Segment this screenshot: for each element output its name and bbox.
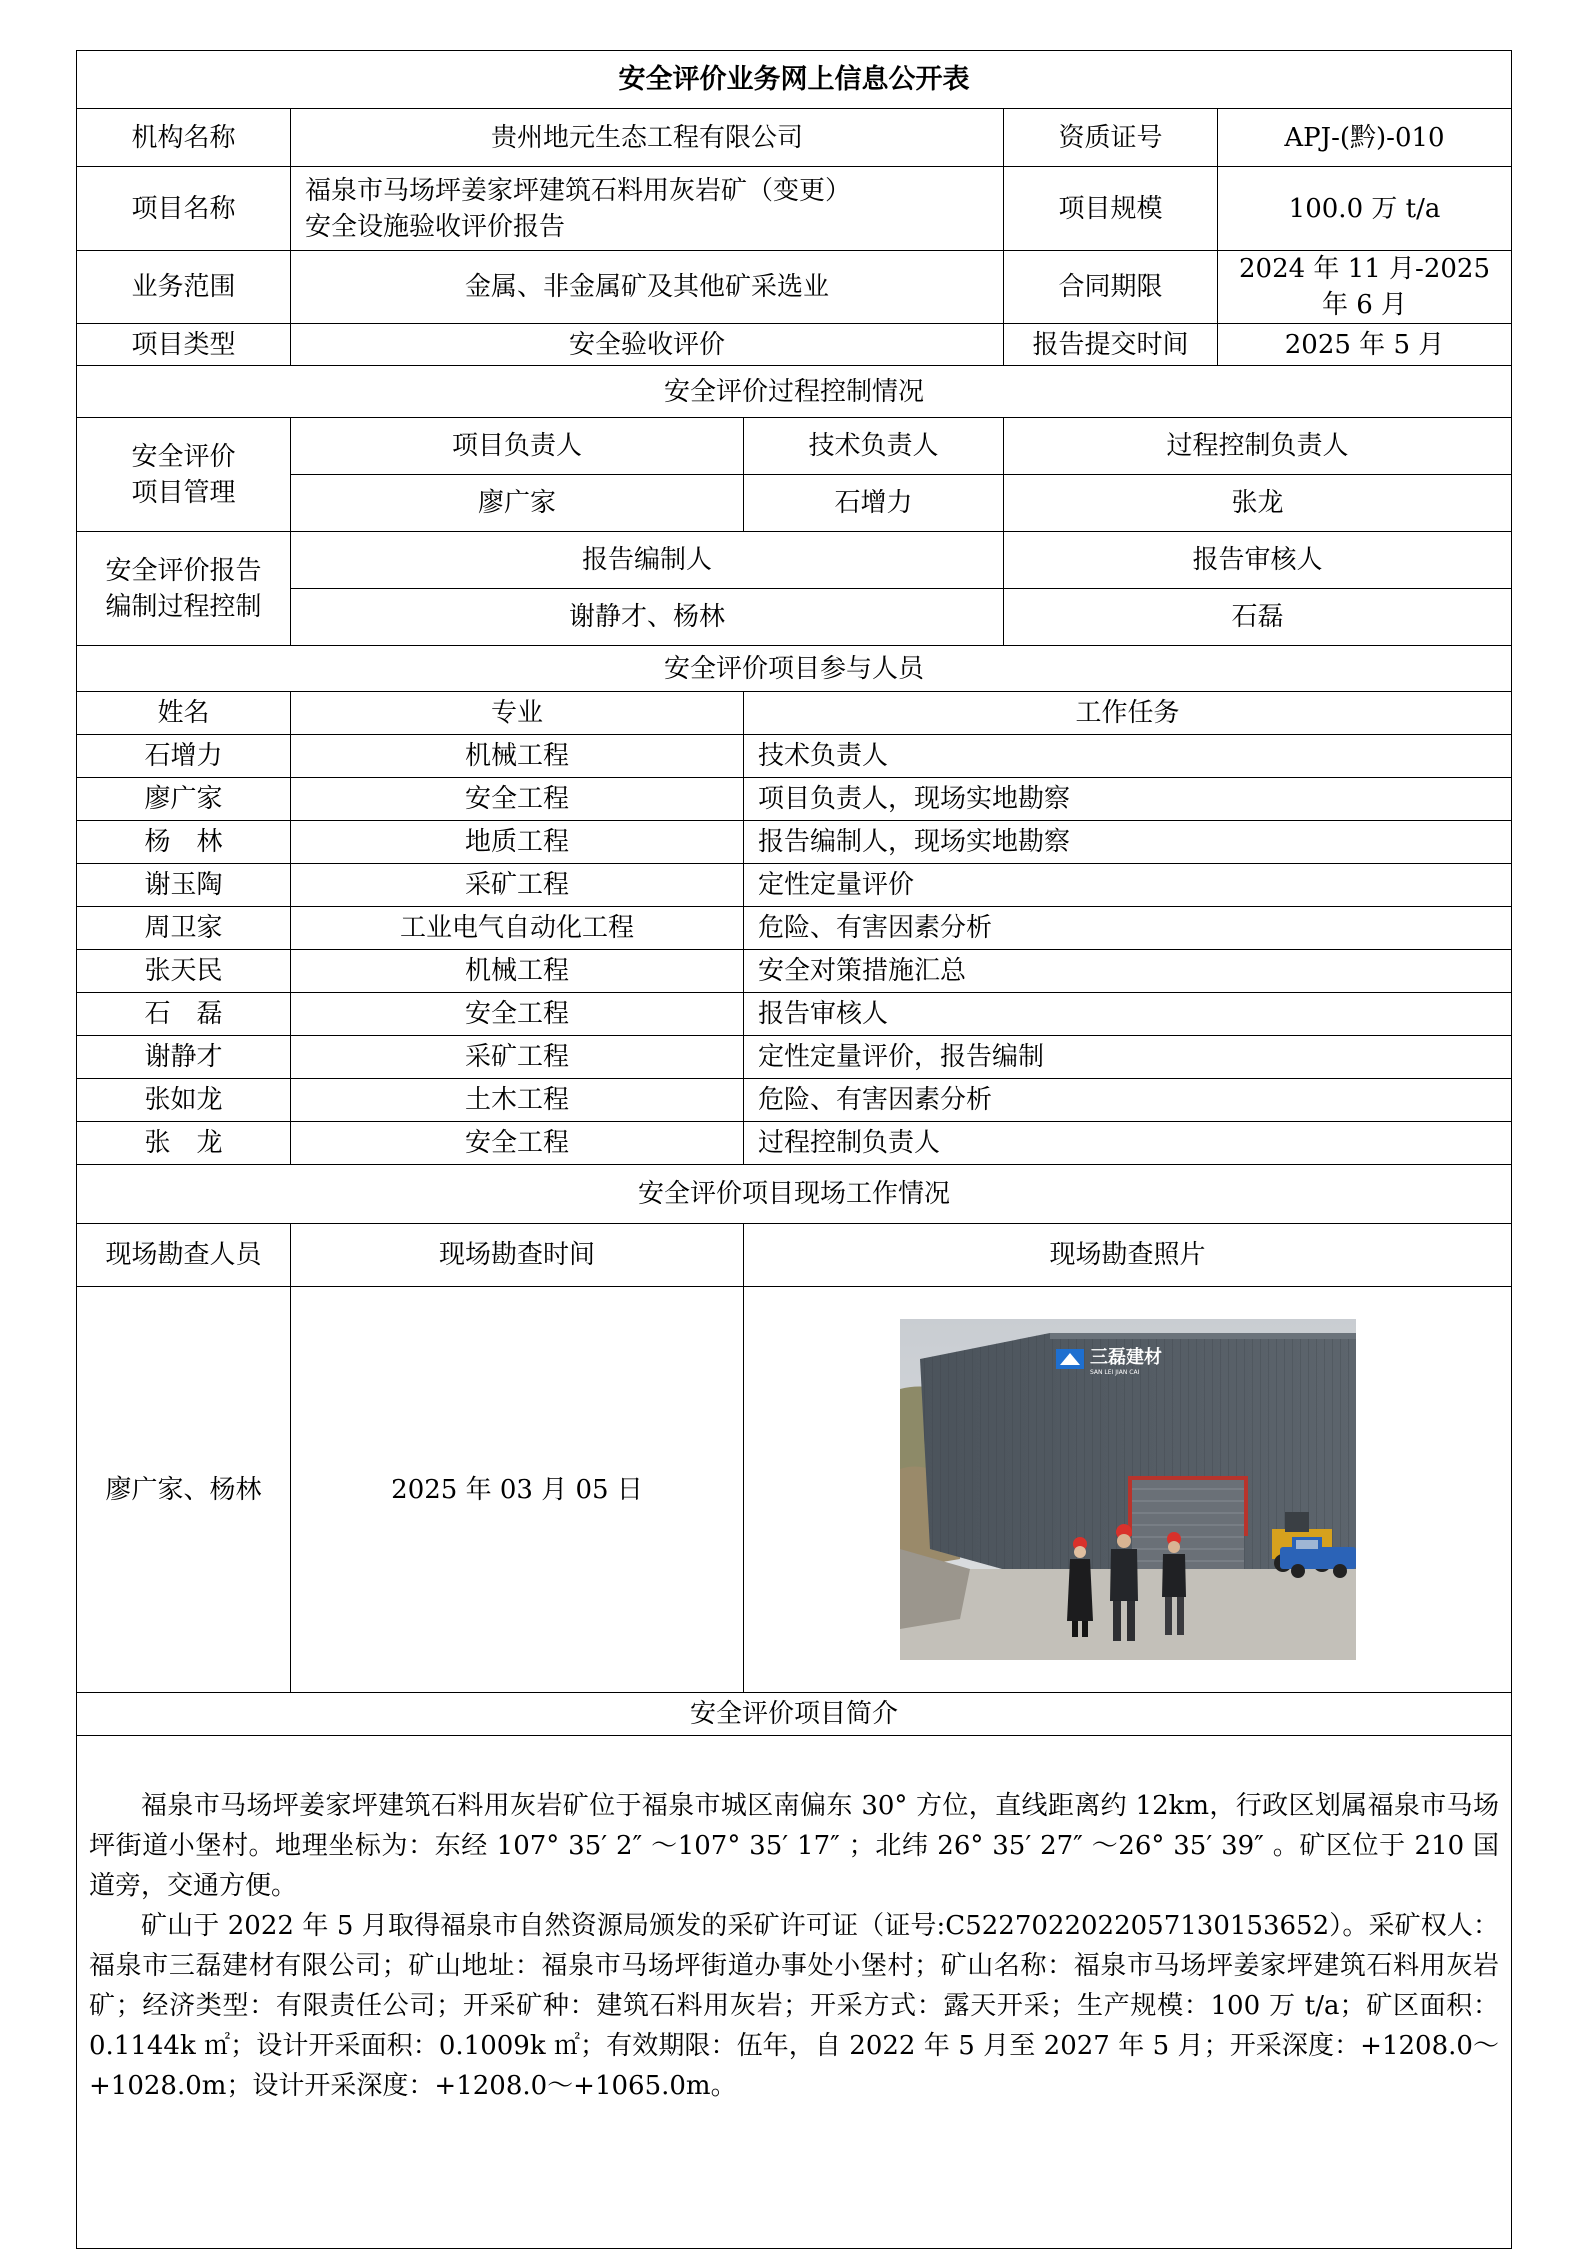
participant-major: 采矿工程 xyxy=(291,864,744,907)
site-header-date: 现场勘查时间 xyxy=(291,1224,744,1287)
participants-header-row xyxy=(77,692,1512,735)
participant-name: 谢静才 xyxy=(77,1036,291,1079)
project-value xyxy=(291,167,1004,251)
contract-value: 2024 年 11 月-2025 年 6 月 xyxy=(1218,251,1512,324)
intro-paragraph-1: 福泉市马场坪姜家坪建筑石料用灰岩矿位于福泉市城区南偏东 30° 方位，直线距离约 12km，行政区划属福泉市马场坪街道小堡村。地理坐标为：东经 107° 35′ 2″ ～107° 35′ 17″ ；北纬 26° 35′ 27″ ～26° 35′ 39″ 。矿区位于 210 国道旁，交通方便。 xyxy=(89,1791,1500,1901)
participant-name: 周卫家 xyxy=(77,907,291,950)
project-value-line1: 福泉市马场坪姜家坪建筑石料用灰岩矿（变更） xyxy=(305,175,852,206)
participant-task: 报告审核人 xyxy=(744,993,1512,1036)
org-value: 贵州地元生态工程有限公司 xyxy=(291,109,1004,167)
submit-label: 报告提交时间 xyxy=(1004,324,1218,366)
leader-label: 项目负责人 xyxy=(291,418,744,475)
site-header-people: 现场勘查人员 xyxy=(77,1224,291,1287)
participant-major: 安全工程 xyxy=(291,778,744,821)
leader-value: 廖广家 xyxy=(291,475,744,532)
participant-name: 谢玉陶 xyxy=(77,864,291,907)
participant-name: 张天民 xyxy=(77,950,291,993)
table-row xyxy=(77,821,1512,864)
control-value: 张龙 xyxy=(1004,475,1512,532)
participant-major: 安全工程 xyxy=(291,1122,744,1165)
participant-task: 定性定量评价，报告编制 xyxy=(744,1036,1512,1079)
participant-task: 报告编制人，现场实地勘察 xyxy=(744,821,1512,864)
form-title: 安全评价业务网上信息公开表 xyxy=(77,51,1512,109)
reviewer-value: 石磊 xyxy=(1004,589,1512,646)
process-section-title: 安全评价过程控制情况 xyxy=(77,366,1512,418)
site-header-row xyxy=(77,1224,1512,1287)
sign-logo-icon xyxy=(1056,1349,1084,1369)
participant-major: 工业电气自动化工程 xyxy=(291,907,744,950)
type-value: 安全验收评价 xyxy=(291,324,1004,366)
mgmt-label-line1: 安全评价 xyxy=(131,441,236,472)
participant-task: 安全对策措施汇总 xyxy=(744,950,1512,993)
project-value-line2: 安全设施验收评价报告 xyxy=(305,211,566,242)
participant-task: 技术负责人 xyxy=(744,735,1512,778)
table-row xyxy=(77,993,1512,1036)
scope-label: 业务范围 xyxy=(77,251,291,324)
cert-value: APJ-(黔)-010 xyxy=(1218,109,1512,167)
site-people: 廖广家、杨林 xyxy=(77,1287,291,1693)
participant-task: 危险、有害因素分析 xyxy=(744,907,1512,950)
participant-name: 石增力 xyxy=(77,735,291,778)
writer-value: 谢静才、杨林 xyxy=(291,589,1004,646)
site-header-photo: 现场勘查照片 xyxy=(744,1224,1512,1287)
participant-major: 安全工程 xyxy=(291,993,744,1036)
participants-header-major: 专业 xyxy=(291,692,744,735)
site-photo-cell xyxy=(744,1287,1512,1693)
mgmt-label xyxy=(77,418,291,532)
participant-name: 张 龙 xyxy=(77,1122,291,1165)
site-date: 2025 年 03 月 05 日 xyxy=(291,1287,744,1693)
report-label-line2: 编制过程控制 xyxy=(105,591,262,622)
tech-label: 技术负责人 xyxy=(744,418,1004,475)
scale-label: 项目规模 xyxy=(1004,167,1218,251)
site-photo xyxy=(900,1319,1356,1660)
participants-header-task: 工作任务 xyxy=(744,692,1512,735)
site-section-title: 安全评价项目现场工作情况 xyxy=(77,1165,1512,1224)
tech-value: 石增力 xyxy=(744,475,1004,532)
participant-name: 廖广家 xyxy=(77,778,291,821)
type-label: 项目类型 xyxy=(77,324,291,366)
table-row xyxy=(77,735,1512,778)
submit-value: 2025 年 5 月 xyxy=(1218,324,1512,366)
scale-value: 100.0 万 t/a xyxy=(1218,167,1512,251)
participant-major: 土木工程 xyxy=(291,1079,744,1122)
org-label: 机构名称 xyxy=(77,109,291,167)
participants-section-title: 安全评价项目参与人员 xyxy=(77,646,1512,692)
writer-label: 报告编制人 xyxy=(291,532,1004,589)
contract-label: 合同期限 xyxy=(1004,251,1218,324)
participant-major: 机械工程 xyxy=(291,735,744,778)
table-row xyxy=(77,864,1512,907)
reviewer-label: 报告审核人 xyxy=(1004,532,1512,589)
participant-major: 机械工程 xyxy=(291,950,744,993)
control-label: 过程控制负责人 xyxy=(1004,418,1512,475)
table-row xyxy=(77,778,1512,821)
table-row xyxy=(77,1079,1512,1122)
participant-task: 过程控制负责人 xyxy=(744,1122,1512,1165)
participant-name: 张如龙 xyxy=(77,1079,291,1122)
intro-body xyxy=(77,1736,1512,2249)
table-row xyxy=(77,907,1512,950)
participant-major: 采矿工程 xyxy=(291,1036,744,1079)
participant-name: 杨 林 xyxy=(77,821,291,864)
table-row xyxy=(77,1036,1512,1079)
participant-task: 定性定量评价 xyxy=(744,864,1512,907)
project-label: 项目名称 xyxy=(77,167,291,251)
participant-task: 项目负责人，现场实地勘察 xyxy=(744,778,1512,821)
disclosure-form xyxy=(76,50,1511,2210)
cert-label: 资质证号 xyxy=(1004,109,1218,167)
mgmt-label-line2: 项目管理 xyxy=(131,477,236,508)
participant-task: 危险、有害因素分析 xyxy=(744,1079,1512,1122)
participants-header-name: 姓名 xyxy=(77,692,291,735)
table-row xyxy=(77,950,1512,993)
sign-text: 三磊建材 xyxy=(1089,1347,1162,1368)
intro-section-title: 安全评价项目简介 xyxy=(77,1693,1512,1736)
scope-value: 金属、非金属矿及其他矿采选业 xyxy=(291,251,1004,324)
sign-subtext: SAN LEI JIAN CAI xyxy=(1089,1369,1139,1376)
participant-major: 地质工程 xyxy=(291,821,744,864)
table-row xyxy=(77,1122,1512,1165)
report-label-line1: 安全评价报告 xyxy=(105,555,262,586)
intro-paragraph-2: 矿山于 2022 年 5 月取得福泉市自然资源局颁发的采矿许可证（证号:C5227022022057130153652）。采矿权人：福泉市三磊建材有限公司；矿山地址：福泉市马场坪街道办事处小堡村；矿山名称：福泉市马场坪姜家坪建筑石料用灰岩矿；经济类型：有限责任公司；开采矿种：建筑石料用灰岩；开采方式：露天开采；生产规模：100 万 t/a；矿区面积：0.1144k ㎡；设计开采面积：0.1009k ㎡；有效期限：伍年，自 2022 年 5 月至 2027 年 5 月；开采深度：+1208.0～+1028.0m；设计开采深度：+1208.0～+1065.0m。 xyxy=(89,1911,1500,2101)
report-label xyxy=(77,532,291,646)
participant-name: 石 磊 xyxy=(77,993,291,1036)
disclosure-table xyxy=(76,50,1512,2249)
